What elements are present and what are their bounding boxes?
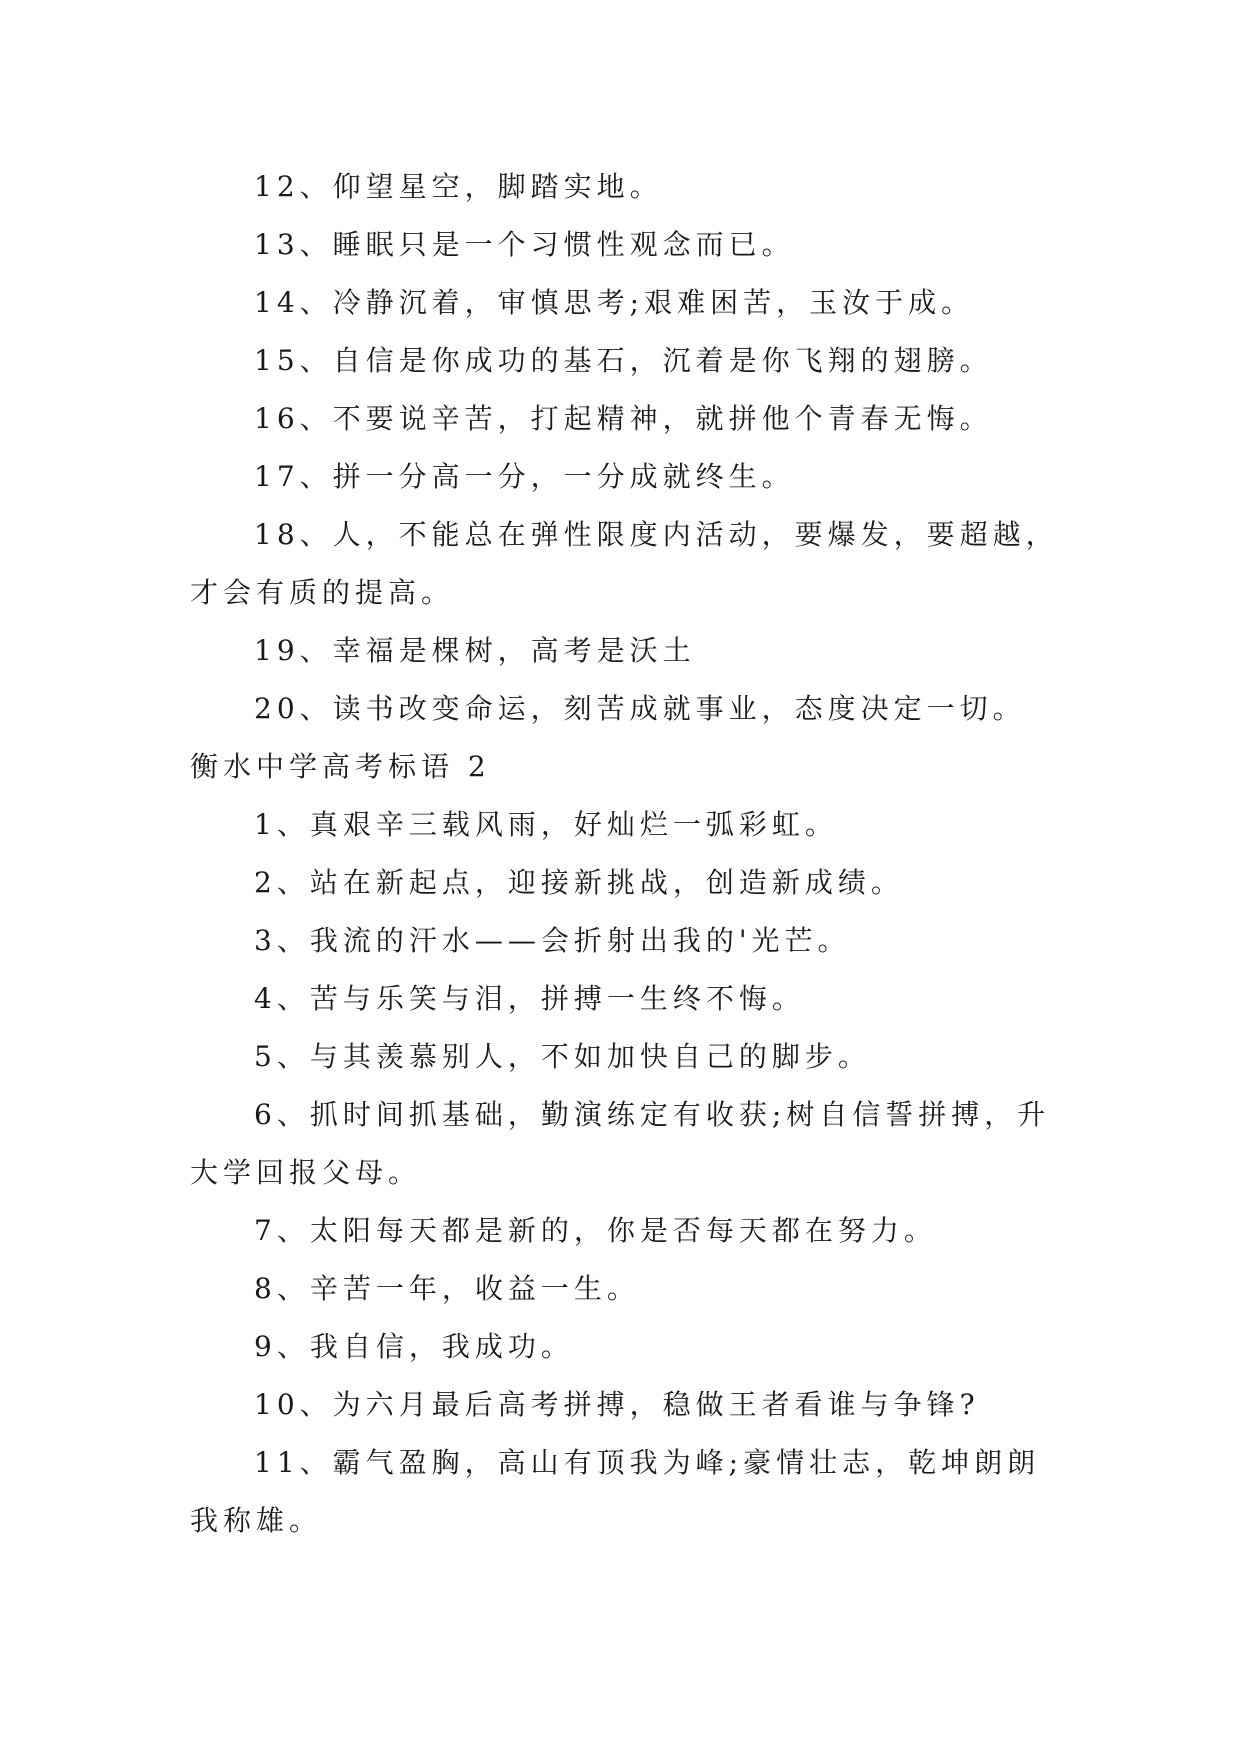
list-item: 19、幸福是棵树，高考是沃土 xyxy=(254,634,696,667)
list-item: 18、人，不能总在弹性限度内活动，要爆发，要超越，才会有质的提高。 xyxy=(190,518,1059,609)
list-item: 20、读书改变命运，刻苦成就事业，态度决定一切。 xyxy=(254,692,1026,725)
list-item: 9、我自信，我成功。 xyxy=(254,1330,574,1363)
list-item: 5、与其羡慕别人，不如加快自己的脚步。 xyxy=(254,1040,871,1073)
list-item: 3、我流的汗水——会折射出我的'光芒。 xyxy=(254,924,851,957)
list-item: 1、真艰辛三载风雨，好灿烂一弧彩虹。 xyxy=(254,808,838,841)
section-heading: 衡水中学高考标语 2 xyxy=(190,750,491,783)
list-item: 15、自信是你成功的基石，沉着是你飞翔的翅膀。 xyxy=(254,344,993,377)
list-item: 14、冷静沉着，审慎思考;艰难困苦，玉汝于成。 xyxy=(254,286,975,319)
list-item: 6、抓时间抓基础，勤演练定有收获;树自信誓拼搏，升大学回报父母。 xyxy=(190,1098,1051,1189)
document-body xyxy=(190,158,1070,1550)
list-item: 2、站在新起点，迎接新挑战，创造新成绩。 xyxy=(254,866,904,899)
list-item: 17、拼一分高一分，一分成就终生。 xyxy=(254,460,795,493)
list-item: 11、霸气盈胸，高山有顶我为峰;豪情壮志，乾坤朗朗我称雄。 xyxy=(190,1446,1041,1537)
list-item: 10、为六月最后高考拼搏，稳做王者看谁与争锋? xyxy=(254,1388,980,1421)
list-item: 13、睡眠只是一个习惯性观念而已。 xyxy=(254,228,795,261)
list-item: 4、苦与乐笑与泪，拼搏一生终不悔。 xyxy=(254,982,805,1015)
list-item: 8、辛苦一年，收益一生。 xyxy=(254,1272,640,1305)
list-item: 16、不要说辛苦，打起精神，就拼他个青春无悔。 xyxy=(254,402,993,435)
list-item: 7、太阳每天都是新的，你是否每天都在努力。 xyxy=(254,1214,937,1247)
list-item: 12、仰望星空，脚踏实地。 xyxy=(254,170,663,203)
